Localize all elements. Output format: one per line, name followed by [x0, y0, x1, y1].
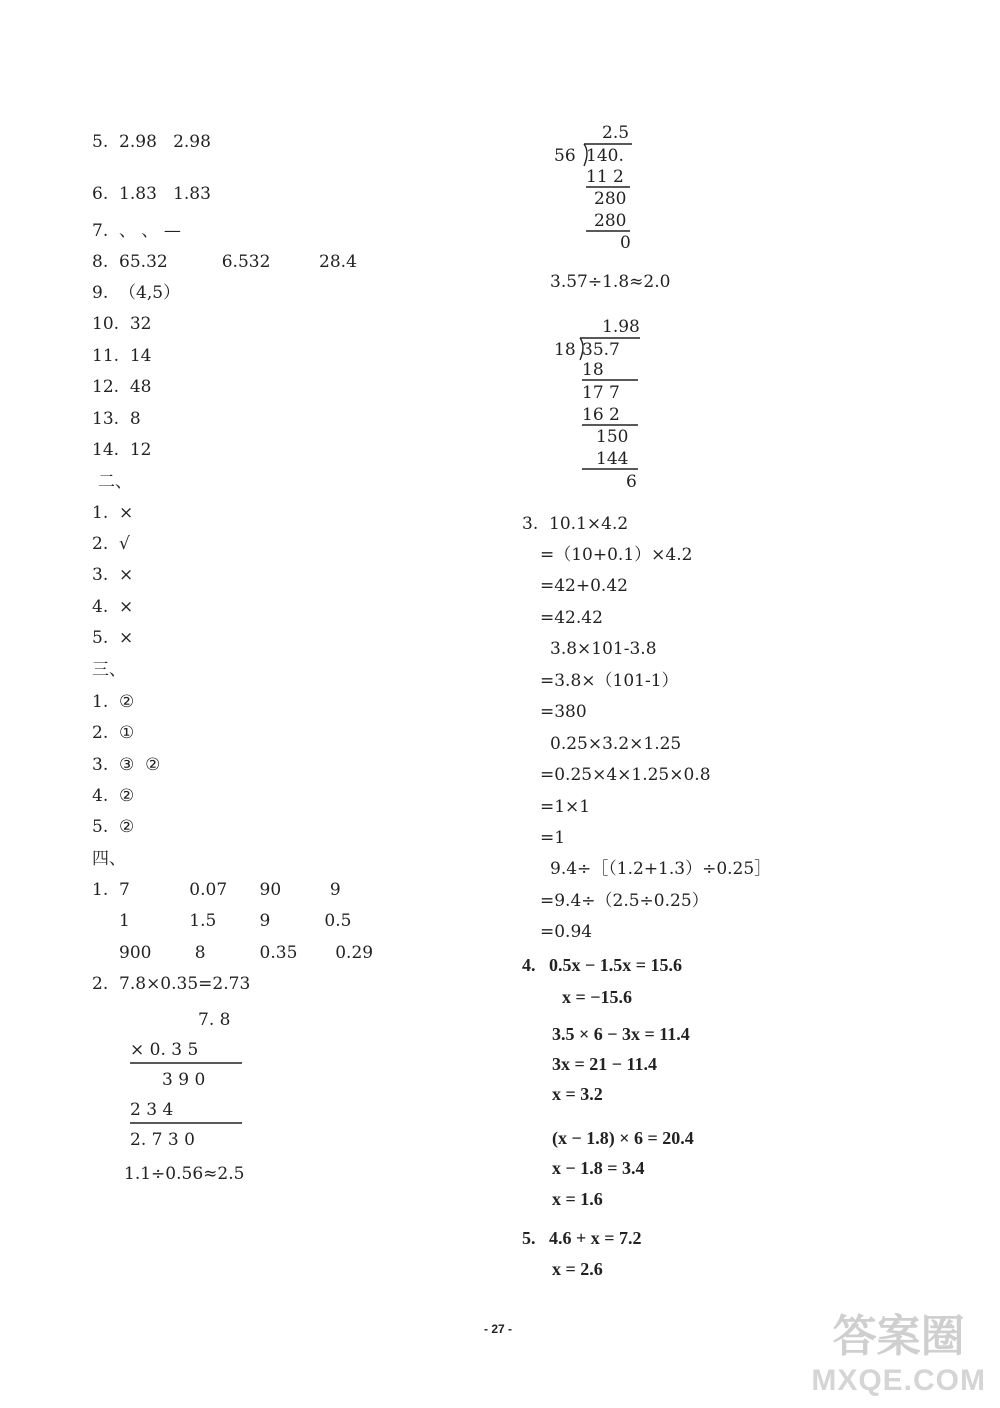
- answer-3-2: 2. ①: [92, 723, 135, 743]
- watermark-logo: 答案圈: [832, 1311, 965, 1362]
- long-division-2: [554, 314, 664, 494]
- answer-4-4-g1: (x − 1.8) × 6 = 20.4: [552, 1128, 694, 1148]
- mult-multiplier: × 0. 3 5: [130, 1040, 199, 1060]
- answer-1-10: 10. 32: [92, 314, 152, 334]
- answer-1-8: 8. 65.32 6.532 28.4: [92, 252, 357, 272]
- answer-4-3-d2: =9.4÷（2.5÷0.25）: [540, 891, 709, 911]
- answer-4-2-c: 3.57÷1.8≈2.0: [550, 272, 671, 292]
- div2-dividend: 35.7: [582, 340, 620, 360]
- answer-4-3-a4: =42.42: [540, 608, 603, 628]
- answer-4-1-row1: 1. 7 0.07 90 9: [92, 880, 341, 900]
- answer-4-4-e2: x = −15.6: [562, 987, 633, 1007]
- section-heading-3: 三、: [92, 660, 126, 680]
- answer-1-5: 5. 2.98 2.98: [92, 132, 211, 152]
- answer-3-1: 1. ②: [92, 692, 135, 712]
- div1-divisor: 56: [554, 146, 576, 166]
- answer-4-4-f2: 3x = 21 − 11.4: [552, 1054, 658, 1074]
- answer-4-3-a2: =（10+0.1）×4.2: [540, 545, 693, 565]
- answer-4-1-row3: 900 8 0.35 0.29: [92, 943, 374, 963]
- div1-quotient: 2.5: [602, 123, 630, 143]
- answer-4-3-b2: =3.8×（101-1）: [540, 671, 679, 691]
- mult-partial-2: 2 3 4: [130, 1100, 174, 1120]
- answer-4-4-f3: x = 3.2: [552, 1084, 603, 1104]
- long-division-1: [554, 122, 664, 252]
- answer-2-1: 1. ×: [92, 503, 134, 523]
- mult-partial-1: 3 9 0: [162, 1070, 206, 1090]
- watermark: [811, 1300, 986, 1398]
- div2-step1: 18: [582, 360, 604, 380]
- answer-4-4-g3: x = 1.6: [552, 1189, 603, 1209]
- answer-2-3: 3. ×: [92, 565, 134, 585]
- answer-4-3-b1: 3.8×101-3.8: [550, 639, 657, 659]
- answer-3-3: 3. ③ ②: [92, 755, 161, 775]
- answer-3-5: 5. ②: [92, 817, 135, 837]
- div2-step4: 150: [596, 427, 629, 447]
- section-heading-4: 四、: [92, 849, 126, 869]
- answer-4-2-b: 1.1÷0.56≈2.5: [124, 1164, 245, 1184]
- div1-dividend: 140.: [586, 146, 624, 166]
- answer-4-3-d1: 9.4÷［（1.2+1.3）÷0.25］: [550, 859, 772, 879]
- page-number: - 27 -: [484, 1322, 513, 1336]
- answer-4-5-h2: x = 2.6: [552, 1259, 603, 1279]
- answer-4-3-c1: 0.25×3.2×1.25: [550, 734, 682, 754]
- answer-4-4-g2: x − 1.8 = 3.4: [552, 1158, 645, 1178]
- answer-1-9: 9. （4,5）: [92, 283, 181, 303]
- div2-quotient: 1.98: [602, 317, 640, 337]
- div2-divisor: 18: [554, 340, 576, 360]
- answer-3-4: 4. ②: [92, 786, 135, 806]
- mult-result: 2. 7 3 0: [130, 1130, 195, 1150]
- answer-1-7: 7. 、 、 —: [92, 221, 181, 241]
- answer-4-4-f1: 3.5 × 6 − 3x = 11.4: [552, 1024, 690, 1044]
- answer-4-3-c3: =1×1: [540, 797, 591, 817]
- div1-step1: 11 2: [586, 167, 624, 187]
- div2-step3: 16 2: [582, 405, 620, 425]
- answer-4-2: 2. 7.8×0.35=2.73: [92, 974, 251, 994]
- answer-1-6: 6. 1.83 1.83: [92, 184, 211, 204]
- div2-step5: 144: [596, 449, 629, 469]
- section-heading-2: 二、: [98, 472, 132, 492]
- answer-1-11: 11. 14: [92, 346, 152, 366]
- answer-4-3-a3: =42+0.42: [540, 576, 628, 596]
- div1-remainder: 0: [620, 233, 631, 252]
- answer-2-4: 4. ×: [92, 597, 134, 617]
- answer-4-3-b3: =380: [540, 702, 587, 722]
- answer-4-3-c4: =1: [540, 828, 566, 848]
- answer-4-5-h1: 5. 4.6 + x = 7.2: [522, 1228, 642, 1248]
- div1-step2: 280: [594, 189, 627, 209]
- answer-2-2: 2. √: [92, 534, 130, 554]
- answer-4-3-d3: =0.94: [540, 922, 593, 942]
- answer-4-1-row2: 1 1.5 9 0.5: [92, 911, 352, 931]
- div2-remainder: 6: [626, 472, 637, 492]
- answer-4-3-a1: 3. 10.1×4.2: [522, 514, 629, 534]
- answer-1-12: 12. 48: [92, 377, 152, 397]
- watermark-url: MXQE.COM: [811, 1364, 986, 1397]
- answer-4-3-c2: =0.25×4×1.25×0.8: [540, 765, 711, 785]
- answer-1-14: 14. 12: [92, 440, 152, 460]
- answer-1-13: 13. 8: [92, 409, 141, 429]
- div1-step3: 280: [594, 211, 627, 231]
- div2-step2: 17 7: [582, 383, 620, 403]
- answer-2-5: 5. ×: [92, 628, 134, 648]
- answer-4-4-e1: 4. 0.5x − 1.5x = 15.6: [522, 955, 683, 975]
- mult-multiplicand: 7. 8: [198, 1010, 231, 1030]
- vertical-multiplication: [126, 1005, 266, 1155]
